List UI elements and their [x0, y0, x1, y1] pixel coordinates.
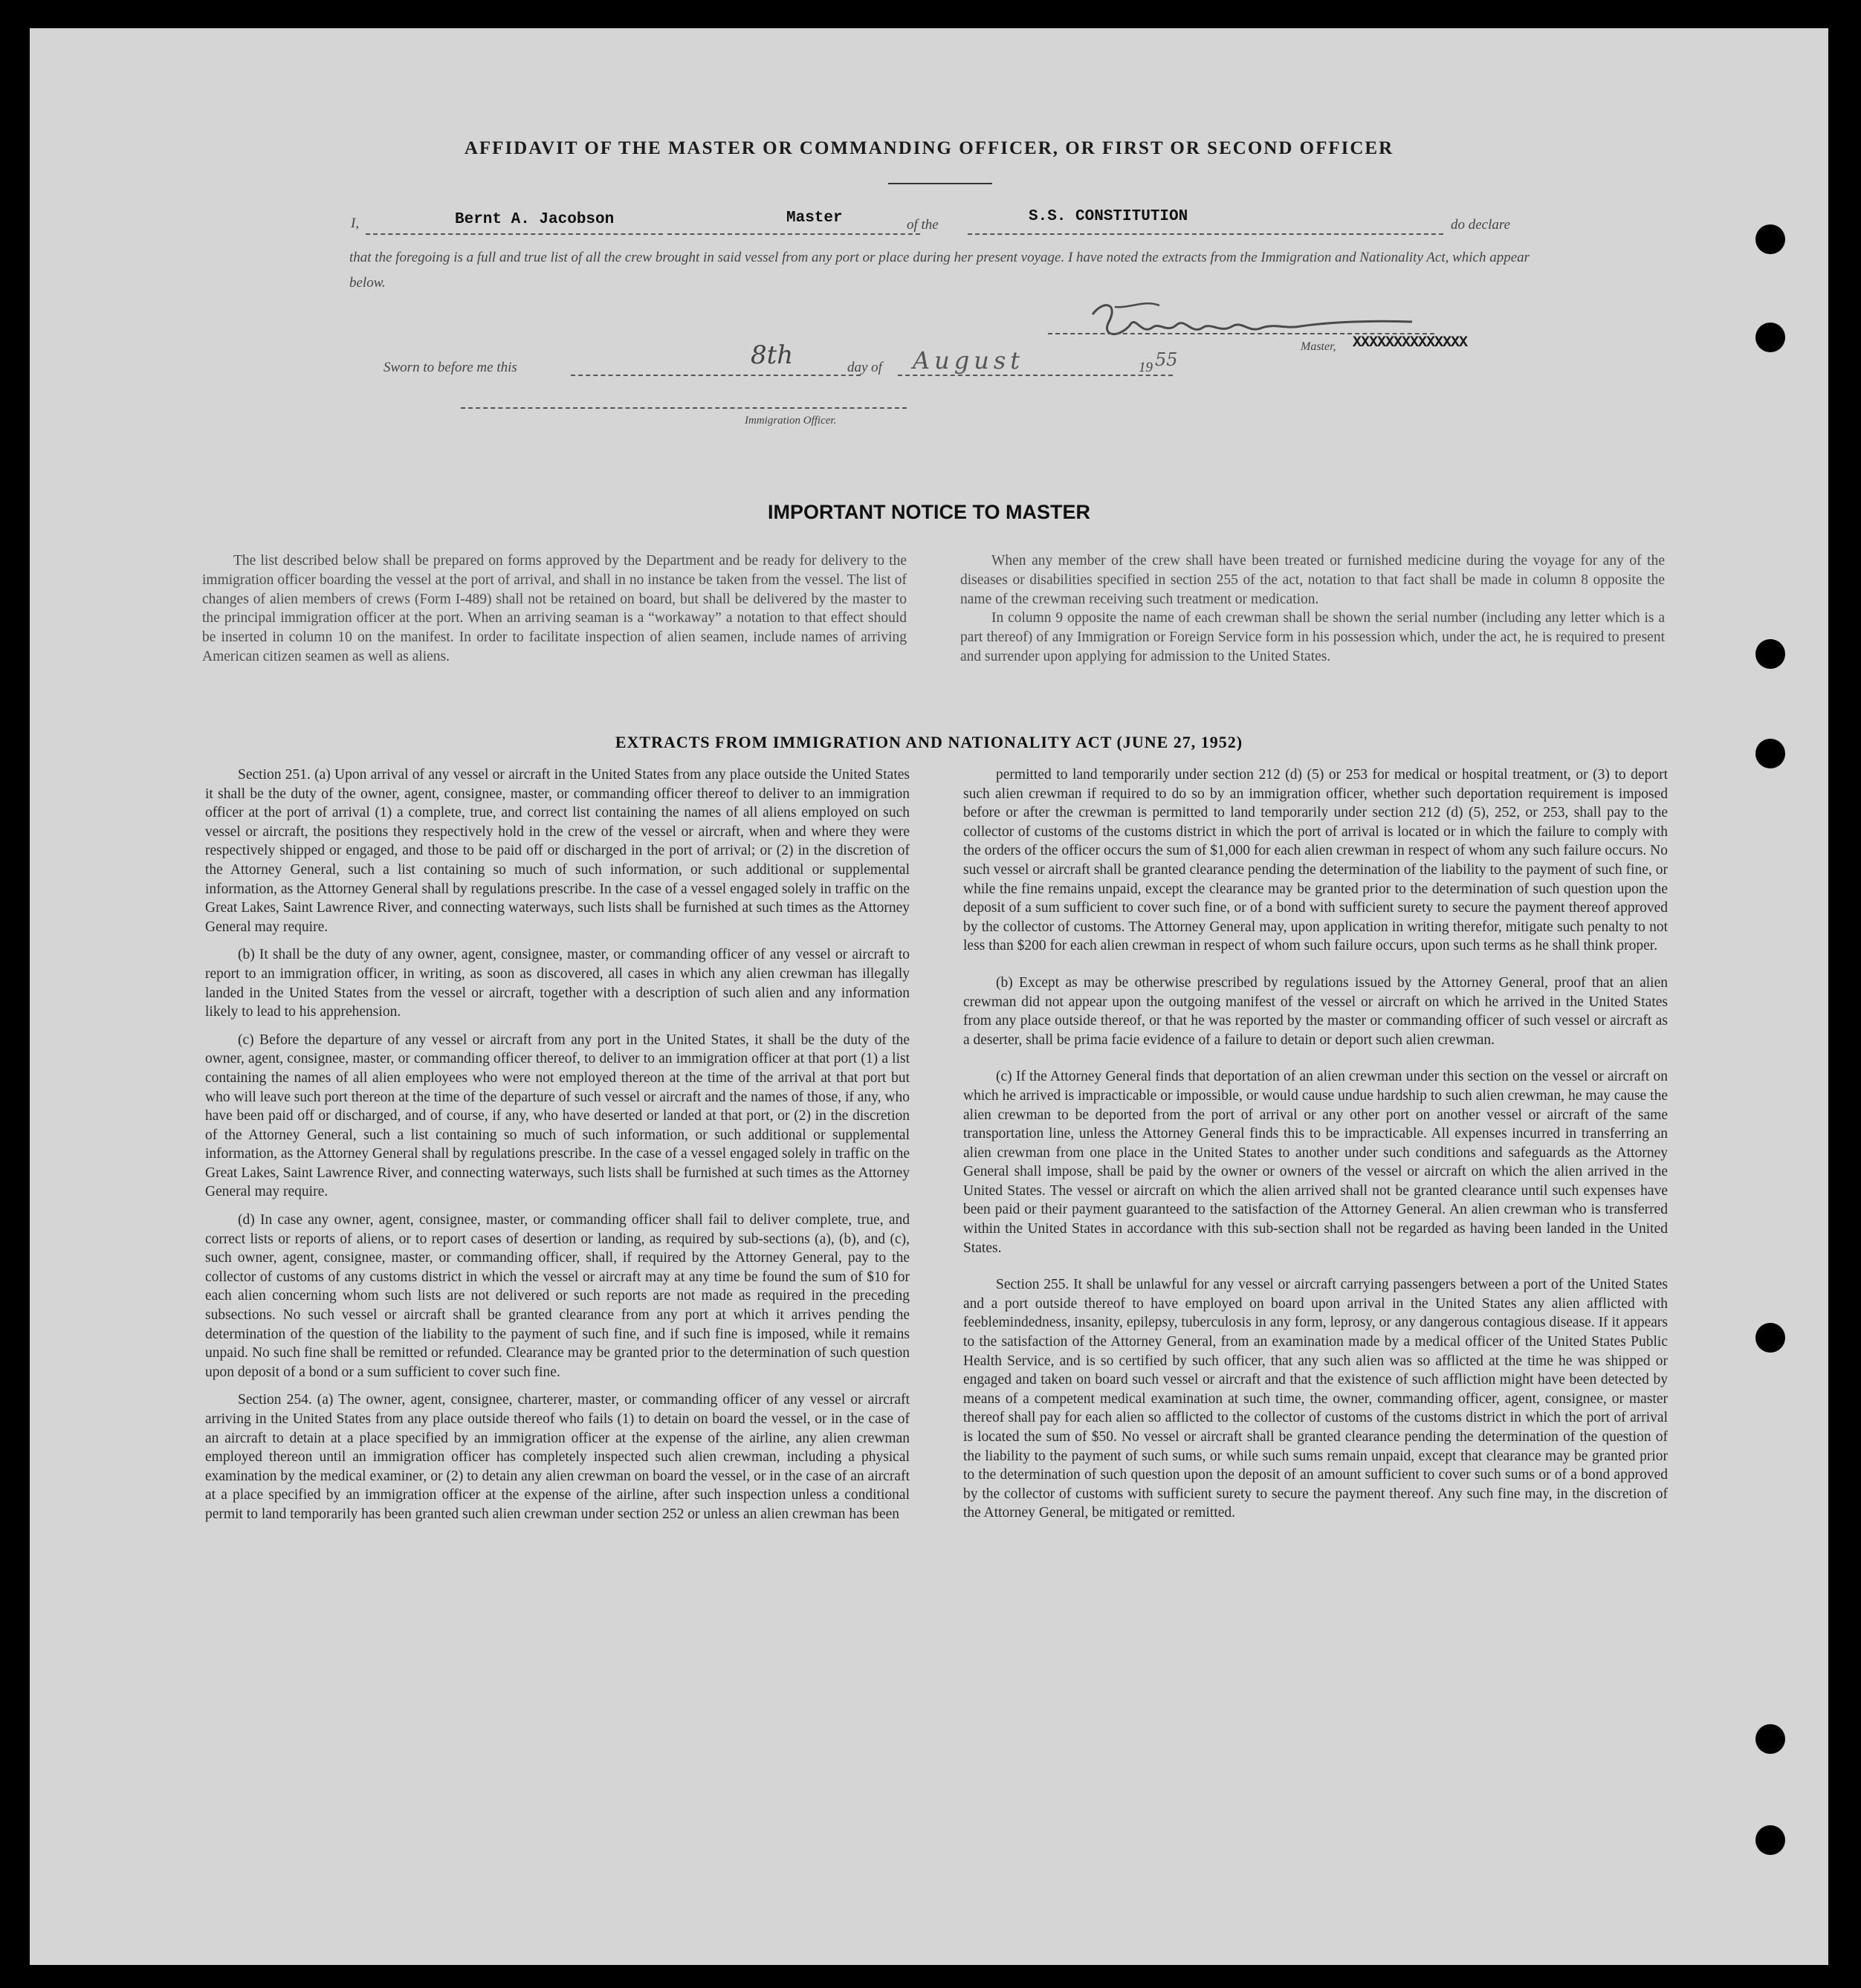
officer-label: Immigration Officer.: [745, 415, 837, 427]
sworn-label: Sworn to before me this: [383, 360, 517, 375]
i-label: I,: [351, 216, 360, 231]
section-paragraph: (b) It shall be the duty of any owner, agent, consignee, master, or commanding officer of any vessel or aircraft to report to an immigration officer, in writing, as soon as discovered, all cases in which any alien crewman has illegally landed in the United States from the vessel or aircraft, together with a description of such alien and any information likely to lead to his apprehension.: [205, 947, 910, 1020]
section-paragraph: permitted to land temporarily under section 212 (d) (5) or 253 for medical or hospital treatment, or (3) to deport such alien crewman if required to do so by an immigration officer, whether such deportation requirement is imposed before or after the crewman is permitted to land temporarily under section 212 (d) (5), 252, or 253, shall pay to the collector of customs of the customs district in which the port of arrival is located or in which the failure to comply with the orders of the officer occurs the sum of $1,000 for each alien crewman in respect of whom any such failure occurs. No such vessel or aircraft shall be granted clearance pending the determination of the liability to the payment of such fine, or while the fine remains unpaid, except the clearance may be granted prior to the determination of such question upon the deposit of a sum sufficient to cover such fine, or of a bond with sufficient surety to secure the payment thereof approved by the collector of customs. The Attorney General may, upon application in writing therefor, mitigate such penalty to not less than $200 for each alien crewman in respect of whom such failure occurs, upon such terms as he shall think proper.: [963, 767, 1668, 954]
section-paragraph: (c) If the Attorney General finds that deportation of an alien crewman under this section on the vessel or aircraft on which he arrived is impracticable or impossible, or would cause undue hardship to such alien crewman, he may cause the alien crewman to be deported from the port of arrival or any other port on another vessel or aircraft of the same transportation line, unless the Attorney General finds this to be impracticable. All expenses incurred in transferring an alien crewman from one place in the United States to another under such conditions and safeguards as the Attorney General shall impose, shall be paid by the owner or owners of the vessel or aircraft on which the alien arrived in the United States. The vessel or aircraft on which the alien arrived shall not be granted clearance until such expenses have been paid or their payment guaranteed to the satisfaction of the Attorney General. An alien crewman who is transferred within the United States in accordance with this sub-section shall not be regarded as having been landed in the United States.: [963, 1069, 1668, 1256]
notice-heading: IMPORTANT NOTICE TO MASTER: [768, 501, 1090, 523]
officer-signature-line: [461, 407, 907, 409]
notice-paragraph: When any member of the crew shall have been treated or furnished medicine during the voyage for any of the diseases or disabilities specified in section 255 of the act, notation to that fact shall be made in column 8 opposite the name of the crewman receiving such treatment or medication.: [960, 553, 1665, 607]
binder-hole: [1755, 224, 1785, 254]
section-paragraph: Section 251. (a) Upon arrival of any vessel or aircraft in the United States from any place outside the United States it shall be the duty of the owner, agent, consignee, master, or commanding officer thereof to deliver to an immigration officer at the port of arrival (1) a complete, true, and correct list containing the names of all aliens employed on such vessel or aircraft, the positions they respectively hold in the crew of the vessel or aircraft, when and where they were respectively shipped or engaged, and those to be paid off or discharged in the port of arrival; or (2) in the discretion of the Attorney General, such a list containing so much of such information, or such additional or supplemental information, as the Attorney General shall by regulations prescribe. In the case of a vessel engaged solely in traffic on the Great Lakes, Saint Lawrence River, and connecting waterways, such lists shall be furnished at such times as the Attorney General may require.: [205, 767, 910, 935]
rank-field[interactable]: Master: [786, 210, 843, 227]
section-paragraph: (c) Before the departure of any vessel or aircraft from any port in the United States, it shall be the duty of the owner, agent, consignee, master, or commanding officer thereof, to deliver to an immigration officer at that port (1) a list containing the names of all alien employees who were not employed thereon at the time of the arrival at that port but who will leave such port thereon at the time of the departure of such vessel or aircraft and the names of those, if any, who have been paid off or discharged, and of course, if any, who have deserted or landed at that port, or (2) in the discretion of the Attorney General, such a list containing so much of such information, or such additional or supplemental information, as the Attorney General shall by regulations prescribe. In the case of a vessel engaged solely in traffic on the Great Lakes, Saint Lawrence River, and connecting waterways, such lists shall be furnished at such times as the Attorney General may require.: [205, 1032, 910, 1200]
binder-hole: [1755, 1323, 1785, 1353]
affidavit-title: AFFIDAVIT OF THE MASTER OR COMMANDING OFFICER, OR FIRST OR SECOND OFFICER: [464, 138, 1394, 158]
notice-left-column: [202, 551, 907, 667]
sworn-day-line: [571, 375, 861, 376]
sworn-month-line: [898, 375, 1173, 376]
of-the-label: of the: [907, 217, 939, 233]
document-page: [30, 28, 1828, 1965]
notice-paragraph: In column 9 opposite the name of each crewman shall be shown the serial number (including any letter which is a part thereof) of any Immigration or Foreign Service form in his possession which, under the act, he is required to present and surrender upon applying for admission to the United States.: [960, 610, 1665, 664]
vessel-line: [968, 233, 1443, 235]
section-paragraph: (b) Except as may be otherwise prescribed by regulations issued by the Attorney General, proof that an alien crewman did not appear upon the outgoing manifest of the vessel or aircraft on which he arrived in the United States from any place outside thereof, or that he was reported by the master or commanding officer of such vessel or aircraft as a deserter, shall be prima facie evidence of a failure to detain or deport such alien crewman.: [963, 974, 1668, 1048]
extracts-right-column: [963, 765, 1668, 1532]
year-field[interactable]: 55: [1155, 349, 1178, 370]
binder-hole: [1755, 1724, 1785, 1754]
notice-right-column: [960, 551, 1665, 667]
sworn-day-field[interactable]: 8th: [751, 340, 794, 370]
year-prefix: 19: [1139, 360, 1153, 375]
day-of-label: day of: [847, 360, 882, 375]
notice-paragraph: The list described below shall be prepared on forms approved by the Department and be ready for delivery to the immigration officer boarding the vessel at the port of arrival, and shall in no instance be taken from the vessel. The list of changes of alien members of crews (Form I-489) shall not be retained on board, but shall be delivered by the master to the principal immigration officer at the port. When an arriving seaman is a “workaway” a notation to that effect should be inserted in column 10 on the manifest. In order to facilitate inspection of alien seamen, include names of arriving American citizen seamen as well as aliens.: [202, 553, 907, 664]
extracts-left-column: [205, 765, 910, 1533]
binder-hole: [1755, 639, 1785, 669]
section-paragraph: Section 254. (a) The owner, agent, consignee, charterer, master, or commanding officer of any vessel or aircraft arriving in the United States from any place outside thereof who fails (1) to detain on board the vessel, or in the case of an aircraft to detain at a place specified by an immigration officer at the expense of the airline, any alien crewman employed thereon until an immigration officer has completely inspected such alien crewman, including a physical examination by the medical examiner, or (2) to detain any alien crewman on board the vessel, or in the case of an aircraft at a place specified by an immigration officer at the expense of the airline, after such inspection unless a conditional permit to land temporarily has been granted such alien crewman under section 252 or unless an alien crewman has been: [205, 1392, 910, 1522]
extracts-heading: EXTRACTS FROM IMMIGRATION AND NATIONALITY ACT (JUNE 27, 1952): [615, 733, 1243, 751]
rank-line: [667, 233, 920, 235]
declaration-text: that the foregoing is a full and true list of all the crew brought in said vessel from any port or place during her present voyage. I have noted the extracts from the Immigration and Nationality Act, which appear below.: [349, 250, 1530, 291]
struck-rank-text: XXXXXXXXXXXXXX: [1353, 334, 1468, 352]
sworn-month-field[interactable]: August: [913, 346, 1025, 375]
master-label: Master,: [1301, 340, 1336, 353]
name-line: [366, 233, 663, 235]
master-name-field[interactable]: Bernt A. Jacobson: [455, 211, 615, 228]
section-paragraph: (d) In case any owner, agent, consignee, master, or commanding officer shall fail to deliver complete, true, and correct lists or reports of aliens, or to report cases of desertion or landing, as required by sub-sections (a), (b), and (c), such owner, agent, consignee, master, or commanding officer, shall, if required by the Attorney General, pay to the collector of customs of any customs district in which the vessel or aircraft may at any time be found the sum of $10 for each alien concerning whom such lists are not delivered or such reports are not made as required in the preceding subsections. No such vessel or aircraft shall be granted clearance from any port at which it arrives pending the determination of the question of the liability to the payment of such fine, and if such fine is imposed, while it remains unpaid. No such fine shall be remitted or refunded. Clearance may be granted prior to the determination of such question upon deposit of a bond or a sum sufficient to cover such fine.: [205, 1212, 910, 1380]
binder-hole: [1755, 1825, 1785, 1855]
do-declare-label: do declare: [1451, 217, 1511, 233]
binder-hole: [1755, 323, 1785, 352]
section-paragraph: Section 255. It shall be unlawful for any vessel or aircraft carrying passengers between a port of the United States and a port outside thereof to have employed on board upon arrival in the United States any alien afflicted with feeblemindedness, insanity, epilepsy, tuberculosis in any form, leprosy, or any dangerous contagious disease. If it appears to the satisfaction of the Attorney General, from an examination made by a medical officer of the United States Public Health Service, and is so certified by such officer, that any such alien was so afflicted at the time he was shipped or engaged and taken on board such vessel or aircraft and that the existence of such affliction might have been detected by means of a competent medical examination at such time, the owner, commanding officer, agent, consignee, or master thereof shall pay for each alien so afflicted to the collector of customs of the customs district in which the port of arrival is located the sum of $50. No vessel or aircraft shall be granted clearance pending the determination of the question of the liability to the payment of such sums, or while such sums remain unpaid, except that clearance may be granted prior to the determination of such question upon the deposit of an amount sufficient to cover such sums or of a bond approved by the collector of customs with sufficient surety to secure the payment thereof. Any such fine may, in the discretion of the Attorney General, be mitigated or remitted.: [963, 1277, 1668, 1521]
title-divider: [888, 183, 992, 184]
vessel-name-field[interactable]: S.S. CONSTITUTION: [1029, 208, 1188, 225]
binder-hole: [1755, 739, 1785, 768]
